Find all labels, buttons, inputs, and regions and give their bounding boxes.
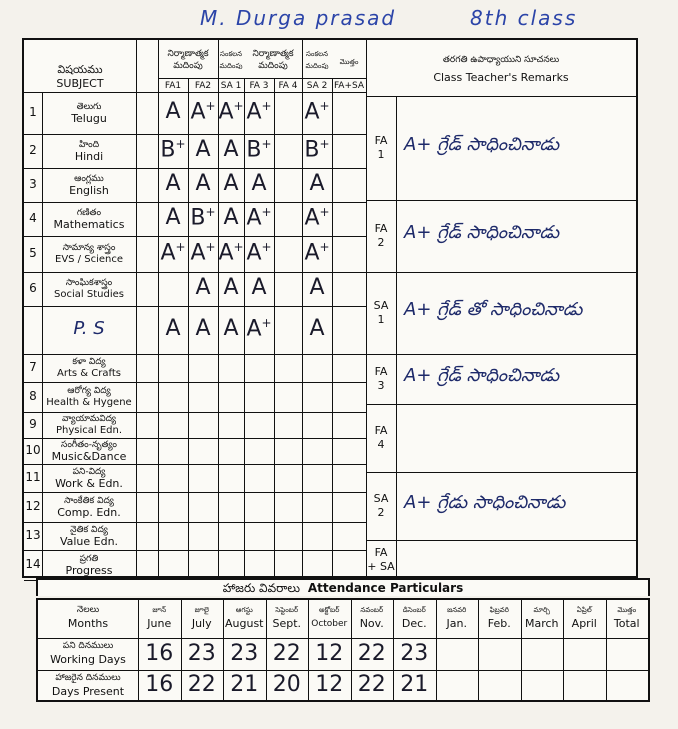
subject-name-te: ఆంగ్లము	[74, 174, 104, 184]
remark-label-2: 2	[377, 506, 385, 519]
subject-name-te: వ్యాయామవిద్య	[61, 414, 117, 424]
assess-col-0: FA1	[164, 81, 182, 91]
subject-no: 11	[25, 470, 41, 484]
att-month-en: October	[311, 619, 348, 629]
grade-cell: B+	[304, 137, 330, 163]
att-working-value: 12	[315, 641, 344, 666]
att-month-te: అక్టోబర్	[319, 606, 340, 614]
grade-cell: A+	[218, 99, 244, 125]
remark-label-1: FA	[374, 365, 388, 378]
att-present-en: Days Present	[51, 685, 125, 698]
grade-cell: A	[223, 275, 239, 300]
subject-name-en: Music&Dance	[51, 450, 127, 463]
subject-name-te: నైతిక విద్య	[70, 525, 108, 535]
grade-cell: A+	[218, 240, 244, 266]
col-line-grade-5	[332, 78, 333, 580]
att-month-te: జూలై	[194, 606, 209, 614]
subject-name-en: Mathematics	[53, 218, 125, 231]
subject-name-en: Value Edn.	[59, 535, 119, 548]
subject-name-en: English	[69, 184, 109, 197]
subject-name-te: సంగీతం-నృత్యం	[61, 440, 117, 450]
subject-name-en: Hindi	[74, 150, 104, 163]
att-working-te: పని దినములు	[62, 641, 114, 651]
grade-cell: A	[195, 171, 211, 196]
grade-cell: A	[165, 316, 181, 341]
remark-line-2	[366, 272, 636, 273]
att-working-value: 23	[187, 641, 216, 666]
remarks-header-line	[366, 96, 636, 97]
grade-cell: B+	[190, 205, 216, 231]
att-month-en: Jan.	[446, 617, 467, 630]
att-present-te: హాజరైన దినములు	[55, 673, 121, 683]
att-row-line-0	[38, 638, 648, 639]
assess-label-line	[158, 78, 366, 79]
grade-cell: A+	[246, 99, 272, 125]
assess-col-6: FA+SA	[333, 81, 365, 91]
att-month-te: జూన్	[152, 606, 167, 614]
remark-text: A+ గ్రేడు సాధించినాడు	[404, 492, 566, 513]
grade-cell: A+	[246, 240, 272, 266]
subject-no: 7	[29, 360, 37, 374]
subject-name-te: సామాన్య శాస్త్రం	[62, 243, 116, 253]
att-month-en: March	[524, 617, 559, 630]
attendance-title-en: Attendance Particulars	[307, 581, 464, 595]
row-line-1	[24, 134, 366, 135]
subject-no: 6	[29, 281, 37, 295]
remark-label-1: FA	[374, 424, 388, 437]
att-working-value: 23	[230, 641, 259, 666]
remark-line-4	[366, 404, 636, 405]
grade-cell: A	[223, 137, 239, 162]
grade-cell: A+	[246, 316, 272, 342]
grade-cell: A+	[190, 240, 216, 266]
remark-text: A+ గ్రేడ్ తో సాధించినాడు	[404, 299, 583, 320]
assess-col-5: SA 2	[306, 81, 328, 91]
remark-label-2: 2	[377, 236, 385, 249]
remarks-header-en: Class Teacher's Remarks	[433, 71, 569, 84]
grade-cell: A	[251, 171, 267, 196]
att-month-te: మార్చి	[533, 606, 550, 614]
remark-label-2: 1	[377, 313, 385, 326]
subject-name-te: తెలుగు	[76, 102, 102, 112]
grade-cell: A	[195, 275, 211, 300]
grade-cell: B+	[246, 137, 272, 163]
subject-name-en: Progress	[65, 564, 113, 577]
grade-cell: A+	[304, 99, 330, 125]
subject-no: 10	[25, 443, 41, 457]
att-row-line-1	[38, 670, 648, 671]
att-month-en: April	[571, 617, 597, 630]
remark-text: A+ గ్రేడ్ సాధించినాడు	[404, 134, 560, 155]
att-working-value: 22	[272, 641, 301, 666]
att-month-en: Dec.	[401, 617, 427, 630]
att-working-value: 16	[145, 641, 174, 666]
grade-cell: A	[251, 275, 267, 300]
att-working-en: Working Days	[50, 653, 126, 666]
grade-cell: A	[165, 99, 181, 124]
remark-line-5	[366, 472, 636, 473]
subject-no: 1	[29, 105, 37, 119]
subject-name-te: హింది	[78, 140, 100, 150]
subject-name-en: Health & Hygene	[46, 397, 132, 408]
att-month-te: ఫిబ్రవరి	[489, 606, 509, 614]
grade-cell: A	[223, 205, 239, 230]
att-month-en: Feb.	[487, 617, 511, 630]
remark-label-1: SA	[373, 492, 389, 505]
subject-no: 13	[25, 528, 41, 542]
att-working-value: 23	[400, 641, 429, 666]
report-card	[22, 38, 638, 578]
att-present-value: 12	[315, 672, 344, 697]
remark-label-1: FA	[374, 222, 388, 235]
att-month-en: Nov.	[359, 617, 384, 630]
att-month-en: August	[225, 617, 264, 630]
subject-name-en: Work & Edn.	[55, 477, 123, 490]
grade-cell: A	[195, 137, 211, 162]
grade-cell: A	[223, 316, 239, 341]
subject-name-te: సాంకేతిక విద్య	[64, 496, 114, 506]
row-line-2	[24, 168, 366, 169]
remark-label-2: + SA	[367, 560, 395, 573]
row-line-6	[24, 306, 366, 307]
grade-cell: B+	[160, 137, 186, 163]
subject-name-te: కళా విద్య	[72, 357, 106, 367]
header-bottom-line	[24, 92, 366, 93]
subject-name-te: ప్రగతి	[79, 554, 99, 564]
remark-label-1: FA	[374, 134, 388, 147]
grade-cell: A	[309, 275, 325, 300]
row-line-4	[24, 236, 366, 237]
att-present-value: 22	[357, 672, 386, 697]
subject-header-te: విషయము	[57, 63, 103, 76]
remark-text: A+ గ్రేడ్ సాధించినాడు	[404, 222, 560, 243]
subject-name-te: ఆరోగ్య విద్య	[67, 386, 111, 396]
summative-header-2: సంకలన మదింపు	[305, 50, 329, 70]
attendance-title-te: హాజరు వివరాలు	[222, 581, 301, 595]
attendance-table	[36, 598, 650, 702]
remarks-label-col-line	[396, 96, 397, 580]
remarks-header-te: తరగతి ఉపాధ్యాయుని సూచనలు	[442, 55, 560, 65]
subject-no: 2	[29, 143, 37, 157]
grade-cell: A	[165, 171, 181, 196]
att-month-en: June	[147, 617, 172, 630]
remark-label-2: 1	[377, 148, 385, 161]
att-month-te: నవంబర్	[360, 606, 384, 614]
assess-col-1: FA2	[194, 81, 212, 91]
att-present-value: 21	[230, 672, 259, 697]
att-month-te: డిసెంబర్	[402, 606, 426, 614]
attendance-title	[36, 578, 650, 596]
subject-name-en: Social Studies	[54, 289, 124, 300]
subject-name-te: గణితం	[76, 208, 102, 218]
row-line-3	[24, 202, 366, 203]
col-line-grade-3	[274, 78, 275, 580]
remark-line-6	[366, 540, 636, 541]
att-present-value: 20	[272, 672, 301, 697]
total-header: మొత్తం	[339, 58, 359, 66]
grade-cell: A	[309, 171, 325, 196]
att-working-value: 22	[357, 641, 386, 666]
row-line-12	[24, 492, 366, 493]
subject-no: 8	[29, 389, 37, 403]
col-line-subject	[136, 40, 137, 580]
att-present-value: 21	[400, 672, 429, 697]
remark-line-3	[366, 354, 636, 355]
att-month-en: July	[191, 617, 212, 630]
att-month-te: ఆగస్టు	[235, 606, 253, 614]
remark-label-1: FA	[374, 546, 388, 559]
subject-header-en: SUBJECT	[56, 77, 104, 90]
assess-col-3: FA 3	[249, 81, 269, 91]
att-months-en: Months	[67, 617, 109, 630]
att-month-te: జనవరి	[447, 606, 467, 614]
grade-cell: A+	[190, 99, 216, 125]
row-line-14	[24, 550, 366, 551]
row-line-8	[24, 382, 366, 383]
remark-label-2: 4	[377, 438, 385, 451]
row-line-11	[24, 464, 366, 465]
formative-header-2: నిర్మాణాత్మక మదింపు	[252, 49, 294, 71]
subject-no: 3	[29, 177, 37, 191]
subject-name-en: Telugu	[71, 112, 107, 125]
assess-col-4: FA 4	[278, 81, 298, 91]
student-class: 8th class	[470, 6, 578, 30]
remark-label-1: SA	[373, 299, 389, 312]
subject-no: 14	[25, 557, 41, 571]
grade-cell: A+	[304, 205, 330, 231]
subject-no: 9	[29, 417, 37, 431]
subject-no: 12	[25, 499, 41, 513]
att-month-en: Total	[613, 617, 640, 630]
row-line-7	[24, 354, 366, 355]
att-month-te: ఏప్రిల్	[576, 606, 592, 614]
subject-name-te: సాంఘికశాస్త్రం	[65, 278, 113, 288]
student-name: M. Durga prasad	[200, 6, 397, 30]
subject-name-en: EVS / Science	[55, 254, 123, 265]
remark-text: A+ గ్రేడ్ సాధించినాడు	[404, 365, 560, 386]
grade-cell: A	[195, 316, 211, 341]
row-line-13	[24, 522, 366, 523]
grade-cell: A	[223, 171, 239, 196]
att-present-value: 16	[145, 672, 174, 697]
att-month-te: మొత్తం	[617, 606, 637, 614]
row-line-5	[24, 272, 366, 273]
grade-cell: A+	[246, 205, 272, 231]
grade-cell: A	[309, 316, 325, 341]
assess-col-2: SA 1	[220, 81, 242, 91]
subject-no: 5	[29, 246, 37, 260]
formative-header-1: నిర్మాణాత్మక మదింపు	[167, 49, 209, 71]
subject-name-te: పని-విద్య	[72, 467, 106, 477]
grade-cell: A	[165, 205, 181, 230]
grade-cell: A+	[304, 240, 330, 266]
remark-label-2: 3	[377, 379, 385, 392]
grade-cell: A+	[160, 240, 186, 266]
subject-name-en: Physical Edn.	[55, 425, 123, 436]
att-present-value: 22	[187, 672, 216, 697]
subject-name-en: P. S	[73, 318, 105, 339]
subject-name-en: Arts & Crafts	[57, 368, 121, 379]
remark-line-1	[366, 200, 636, 201]
summative-header-1: సంకలన మదింపు	[219, 50, 243, 70]
att-month-en: Sept.	[272, 617, 302, 630]
subject-no: 4	[29, 211, 37, 225]
att-months-te: నెలలు	[76, 605, 100, 615]
subject-name-en: Comp. Edn.	[57, 506, 121, 519]
att-month-te: సెప్టెంబర్	[275, 606, 299, 614]
